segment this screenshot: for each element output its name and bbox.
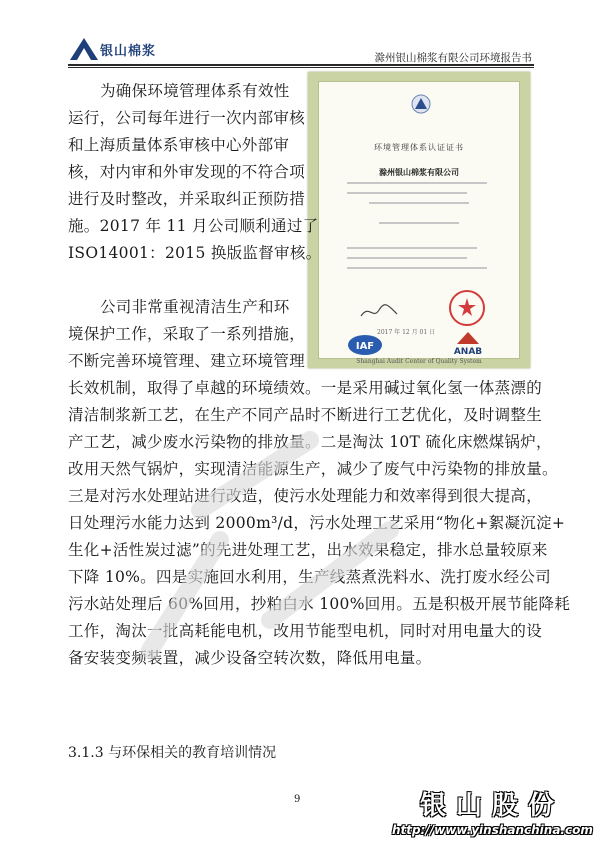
svg-text:ANAB: ANAB — [453, 347, 483, 356]
certificate-text-line — [369, 202, 469, 204]
section-heading: 3.1.3 与环保相关的教育培训情况 — [68, 745, 277, 761]
certificate-text-line — [347, 182, 487, 184]
text-line: 下降 10%。四是实施回水利用，生产线蒸煮洗料水、洗打废水经公司 — [68, 568, 551, 586]
certificate-text-line — [347, 257, 467, 259]
text-line: 境保护工作，采取了一系列措施， — [68, 325, 306, 343]
text-line: 三是对污水处理站进行改造，使污水处理能力和效率得到很大提高， — [68, 487, 543, 505]
certificate-footer: Shanghai Audit Center of Quality System — [356, 358, 482, 365]
header-divider — [68, 64, 534, 66]
footer-url[interactable]: http://www.yinshanchina.com — [392, 823, 593, 837]
text-line: 长效机制，取得了卓越的环境绩效。一是采用碱过氧化氢一体蒸漂的 — [68, 379, 543, 397]
text-line: 公司非常重视清洁生产和环 — [100, 298, 290, 316]
text-line: 运行，公司每年进行一次内部审核 — [68, 109, 306, 127]
text-line: 清洁制浆新工艺，在生产不同产品时不断进行工艺优化，及时调整生 — [68, 406, 543, 424]
text-line: 产工艺，减少废水污染物的排放量。二是淘汰 10T 硫化床燃煤锅炉， — [68, 433, 552, 451]
text-line: 核，对内审和外审发现的不符合项 — [68, 163, 306, 181]
page-header — [0, 0, 600, 70]
certificate-title: 环境管理体系认证证书 — [374, 143, 464, 152]
certificate-text-line — [347, 267, 487, 269]
page-number: 9 — [294, 794, 301, 805]
text-line: 不断完善环境管理、建立环境管理 — [68, 352, 306, 370]
text-line: 和上海质量体系审核中心外部审 — [68, 136, 290, 154]
text-line: 工作，淘汰一批高耗能电机，改用节能型电机，同时对用电量大的设 — [68, 622, 543, 640]
text-line: 为确保环境管理体系有效性 — [100, 82, 290, 100]
text-line: 进行及时整改，并采取纠正预防措 — [68, 190, 306, 208]
text-line: 施。2017 年 11 月公司顺利通过了 — [68, 217, 319, 235]
text-line: 备安装变频装置，减少设备空转次数，降低用电量。 — [68, 649, 432, 667]
certificate-company: 滁州银山棉浆有限公司 — [379, 167, 459, 177]
text-line: 生化+活性炭过滤”的先进处理工艺，出水效果稳定，排水总量较原来 — [68, 541, 548, 559]
certificate-text-line — [347, 192, 467, 194]
header-divider-thin — [68, 67, 534, 68]
certificate-text-line — [379, 222, 459, 224]
certificate-emblem-icon — [411, 94, 431, 114]
text-line: 日处理污水能力达到 2000m³/d，污水处理工艺采用“物化+絮凝沉淀+ — [68, 514, 566, 532]
paragraph-iso-audit — [68, 78, 321, 267]
text-line: 改用天然气锅炉，实现清洁能源生产，减少了废气中污染物的排放量。 — [68, 460, 558, 478]
certificate-text-line — [347, 247, 477, 249]
watermark-icon — [130, 420, 430, 680]
footer-brand: 银山股份 — [420, 791, 565, 821]
text-line: 污水站处理后 60%回用，抄粕白水 100%回用。五是积极开展节能降耗 — [68, 595, 571, 613]
svg-text:IAF: IAF — [355, 341, 375, 352]
logo-text: 银山棉浆 — [100, 44, 157, 59]
header-title: 滁州银山棉浆有限公司环境报告书 — [374, 52, 532, 64]
certificate-date: 2017 年 12 月 01 日 — [377, 329, 436, 336]
text-line: ISO14001：2015 换版监督审核。 — [68, 244, 322, 262]
